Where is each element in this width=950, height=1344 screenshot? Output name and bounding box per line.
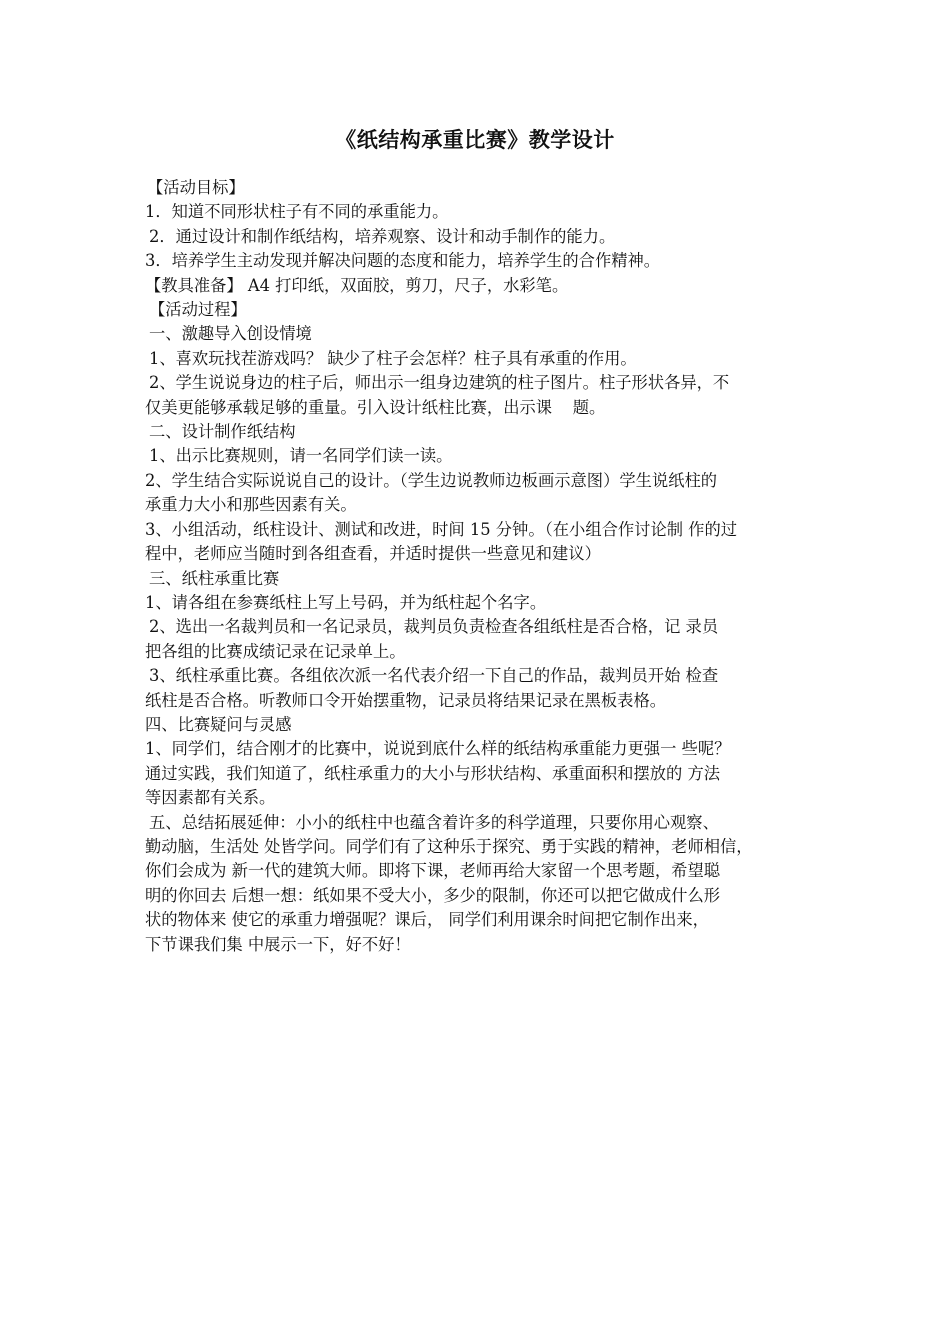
section-heading-goals: 【活动目标】: [147, 178, 245, 197]
paragraph-line: 下节课我们集 中展示一下，好不好！: [145, 934, 411, 954]
goal-item: 2．通过设计和制作纸结构，培养观察、设计和动手制作的能力。: [149, 226, 616, 246]
paragraph-line: 承重力大小和那些因素有关。: [145, 495, 357, 515]
section-heading-process: 【活动过程】: [149, 300, 247, 320]
paragraph-line: 仅美更能够承载足够的重量。引入设计纸柱比赛，出示课 题。: [145, 397, 606, 417]
document-title: 《纸结构承重比赛》教学设计: [335, 127, 615, 152]
materials-line: 【教具准备】 A4 打印纸，双面胶，剪刀，尺子，水彩笔。: [145, 275, 569, 295]
paragraph-line: 1、同学们，结合刚才的比赛中，说说到底什么样的纸结构承重能力更强一 些呢？: [145, 739, 731, 759]
paragraph-line: 程中，老师应当随时到各组查看，并适时提供一些意见和建议）: [145, 544, 601, 564]
paragraph-line: 2、选出一名裁判员和一名记录员，裁判员负责检查各组纸柱是否合格，记 录员: [149, 617, 719, 637]
paragraph-line: 1、喜欢玩找茬游戏吗？ 缺少了柱子会怎样？柱子具有承重的作用。: [149, 348, 637, 368]
document-body: [145, 176, 815, 957]
paragraph-line: 你们会成为 新一代的建筑大师。即将下课，老师再给大家留一个思考题，希望聪: [145, 861, 721, 881]
paragraph-line: 1、请各组在参赛纸柱上写上号码，并为纸柱起个名字。: [145, 592, 547, 612]
paragraph-line: 通过实践，我们知道了，纸柱承重力的大小与形状结构、承重面积和摆放的 方法: [145, 763, 721, 783]
paragraph-line: 1、出示比赛规则，请一名同学们读一读。: [149, 446, 453, 466]
paragraph-line: 3、纸柱承重比赛。各组依次派一名代表介绍一下自己的作品，裁判员开始 检查: [149, 666, 719, 686]
subsection-heading: 二、设计制作纸结构: [149, 422, 296, 442]
paragraph-line: 纸柱是否合格。听教师口令开始摆重物，记录员将结果记录在黑板表格。: [145, 690, 667, 710]
paragraph-line: 2、学生结合实际说说自己的设计。（学生边说教师边板画示意图）学生说纸柱的: [145, 470, 718, 490]
paragraph-line: 五、总结拓展延伸：小小的纸柱中也蕴含着许多的科学道理，只要你用心观察、: [149, 812, 719, 832]
subsection-heading: 一、激趣导入创设情境: [149, 324, 312, 344]
subsection-heading: 三、纸柱承重比赛: [149, 568, 280, 588]
paragraph-line: 把各组的比赛成绩记录在记录单上。: [145, 641, 406, 661]
paragraph-line: 状的物体来 使它的承重力增强呢？课后， 同学们利用课余时间把它制作出来，: [145, 910, 709, 930]
goal-item: 3．培养学生主动发现并解决问题的态度和能力，培养学生的合作精神。: [145, 251, 661, 271]
paragraph-line: 3、小组活动，纸柱设计、测试和改进，时间 15 分钟。（在小组合作讨论制 作的过: [145, 519, 738, 539]
subsection-heading: 四、比赛疑问与灵感: [145, 714, 292, 734]
paragraph-line: 等因素都有关系。: [145, 788, 276, 808]
paragraph-line: 勤动脑，生活处 处皆学问。同学们有了这种乐于探究、勇于实践的精神，老师相信，: [145, 836, 753, 856]
paragraph-line: 明的你回去 后想一想：纸如果不受大小，多少的限制，你还可以把它做成什么形: [145, 885, 721, 905]
paragraph-line: 2、学生说说身边的柱子后，师出示一组身边建筑的柱子图片。柱子形状各异，不: [149, 373, 730, 393]
goal-item: 1．知道不同形状柱子有不同的承重能力。: [145, 202, 449, 222]
